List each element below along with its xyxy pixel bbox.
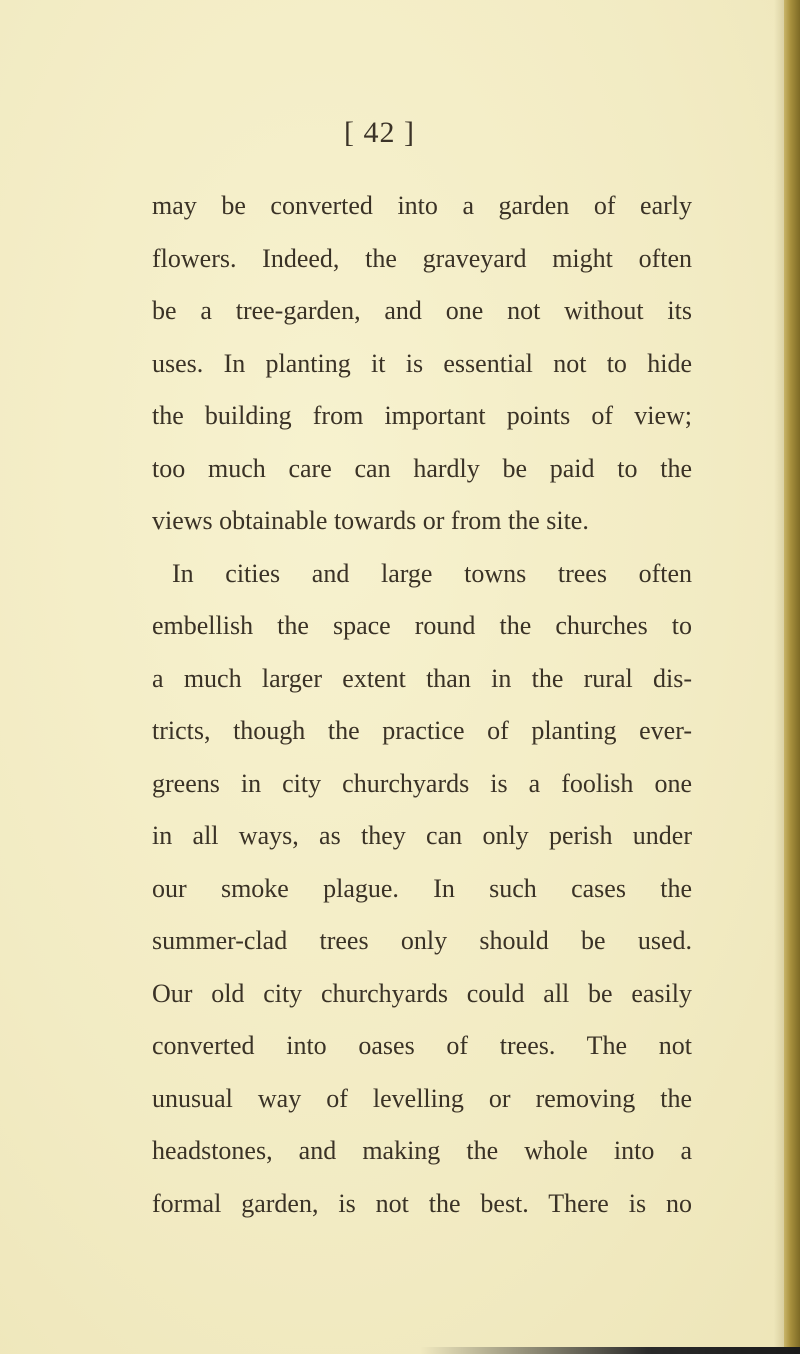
text-line: views obtainable towards or from the site. — [152, 506, 589, 535]
text-line: headstones, and making the whole into a — [152, 1136, 692, 1165]
body-text — [152, 180, 692, 1230]
text-line: flowers. Indeed, the graveyard might often — [152, 243, 692, 273]
text-line: be a tree-garden, and one not without its — [152, 296, 692, 325]
text-line: summer-clad trees only should be used. — [152, 926, 692, 955]
text-line: In cities and large towns trees often — [172, 558, 692, 588]
bottom-edge-shadow — [420, 1347, 800, 1354]
text-line: our smoke plague. In such cases the — [152, 873, 692, 903]
text-line: too much care can hardly be paid to the — [152, 453, 692, 483]
text-line: in all ways, as they can only perish under — [152, 821, 692, 850]
text-line: greens in city churchyards is a foolish one — [152, 768, 692, 798]
paragraph-1 — [152, 180, 692, 548]
paragraph-2 — [152, 548, 692, 1231]
text-line: converted into oases of trees. The not — [152, 1031, 692, 1060]
text-line: embellish the space round the churches to — [152, 611, 692, 640]
text-line: a much larger extent than in the rural dis- — [152, 663, 692, 693]
text-line: the building from important points of view; — [152, 401, 692, 430]
page-number: [ 42 ] — [344, 116, 415, 149]
text-line: uses. In planting it is essential not to hide — [152, 348, 692, 378]
text-line: may be converted into a garden of early — [152, 191, 692, 220]
page-edge — [784, 0, 800, 1354]
text-line: tricts, though the practice of planting ever- — [152, 716, 692, 745]
text-line: Our old city churchyards could all be easily — [152, 978, 692, 1008]
text-line: formal garden, is not the best. There is no — [152, 1188, 692, 1218]
page-edge-shadow — [774, 0, 784, 1354]
text-line: unusual way of levelling or removing the — [152, 1083, 692, 1113]
